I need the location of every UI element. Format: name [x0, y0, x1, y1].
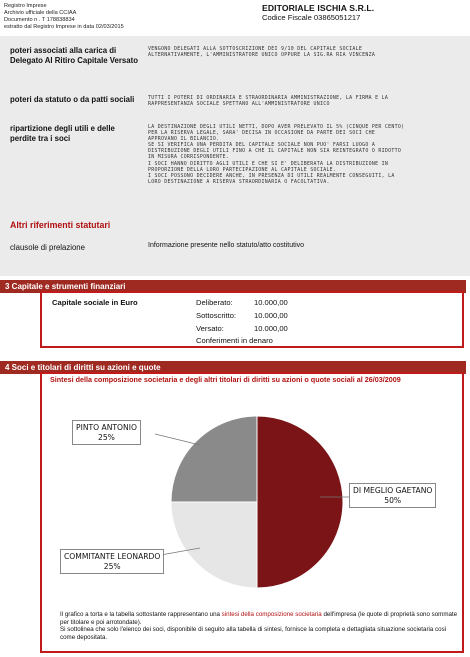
note-text: Il grafico a torta e la tabella sottostante rappresentano una — [60, 611, 222, 618]
sottoscritto-value: 10.000,00 — [254, 311, 288, 320]
value-line: I SOCI HANNO DIRITTO AGLI UTILI E CHE SI E' DELIBERATA LA DISTRIBUZIONE IN — [148, 160, 389, 167]
slice-name: PINTO ANTONIO — [76, 423, 137, 432]
section-3-header: 3 Capitale e strumenti finanziari — [0, 280, 466, 293]
registry-line: estratto dal Registro Imprese in data 02/03/2015 — [4, 24, 124, 30]
registry-line: Registro Imprese — [4, 3, 47, 9]
value-line: TUTTI I POTERI DI ORDINARIA E STRAORDINARIA AMMINISTRAZIONE, LA FIRMA E LA — [148, 95, 389, 101]
altri-riferimenti-title: Altri riferimenti statutari — [10, 220, 111, 230]
section-4-header: 4 Soci e titolari di diritti su azioni e quote — [0, 361, 466, 374]
chart-title: Sintesi della composizione societaria e degli altri titolari di diritti su azioni o quote sociali al 26/03/2009 — [50, 375, 401, 384]
slice-name: DI MEGLIO GAETANO — [353, 486, 433, 495]
slice-percent: 25% — [103, 561, 121, 571]
deliberato-value: 10.000,00 — [254, 298, 288, 307]
capital-label: Capitale sociale in Euro — [52, 298, 138, 307]
row-label: clausole di prelazione — [10, 243, 85, 252]
sottoscritto-label: Sottoscritto: — [196, 311, 237, 320]
slice-percent: 50% — [384, 495, 402, 505]
chart-note — [60, 611, 460, 641]
value-line: ALTERNATIVAMENTE, L'AMMINISTRATORE UNICO OPPURE LA SIG.RA RIA VINCENZA — [148, 52, 376, 59]
pie-slice-pinto — [171, 416, 257, 502]
registry-line: Archivio ufficiale della CCIAA — [4, 10, 77, 16]
pie-label-commitante — [60, 549, 164, 574]
value-line: APPROVANO IL BILANCIO. — [148, 136, 220, 143]
pie-label-pinto — [72, 420, 141, 445]
value-line: PER LA RISERVA LEGALE, SARA' DECISA IN OCCASIONE DA PARTE DEI SOCI CHE — [148, 130, 376, 137]
value-line: VENGONO DELEGATI ALLA SOTTOSCRIZIONE DEI 9/10 DEL CAPITALE SOCIALE — [148, 46, 363, 52]
value-line: I SOCI POSSONO DECIDERE ANCHE, IN PRESENZA DI UTILI REALMENTE CONSEGUITI, LA — [148, 172, 395, 179]
row-label: poteri associati alla carica di Delegato Al Ritiro Capitale Versato — [10, 46, 138, 65]
pie-slice-commitante — [171, 502, 257, 588]
value-line: LORO DESTINAZIONE A RISERVA STRAORDINARIA O FACOLTATIVA. — [148, 178, 330, 185]
row-label: ripartizione degli utili e delle perdite tra i soci — [10, 124, 115, 143]
value-line: DISTRIBUZIONE DEGLI UTILI FINO A CHE IL CAPITALE NON SIA REINTEGRATO O RIDOTTO — [148, 148, 402, 155]
value-line: RAPPRESENTANZA SOCIALE SPETTANO ALL'AMMINISTRATORE UNICO — [148, 101, 330, 108]
value-line: LA DESTINAZIONE DEGLI UTILI NETTI, DOPO AVER PRELEVATO IL 5% (CINQUE PER CENTO) — [148, 124, 405, 130]
conferimenti-note: Conferimenti in denaro — [196, 336, 273, 345]
note-highlight: sintesi della composizione societaria — [221, 611, 322, 618]
pie-slice-di-meglio — [257, 416, 343, 588]
versato-label: Versato: — [196, 324, 224, 333]
registry-line: Documento n . T 178838834 — [4, 17, 75, 23]
value-line: IN MISURA CORRISPONDENTE. — [148, 154, 230, 161]
note-text: dell'impresa (le quote di proprietà sono sommate per titolare e poi arrotondate). — [60, 611, 458, 626]
row-value: Informazione presente nello statuto/atto costitutivo — [148, 242, 305, 249]
leader-line-pinto — [155, 434, 200, 445]
slice-percent: 25% — [98, 432, 115, 442]
slice-name: COMMITANTE LEONARDO — [64, 552, 161, 561]
note-text: Si sottolinea che solo l'elenco dei soci, disponibile di seguito alla tabella di sintesi, fornisce la completa e dettagliata situazione societaria così come depositata. — [60, 626, 447, 641]
company-name: EDITORIALE ISCHIA S.R.L. — [262, 3, 375, 13]
versato-value: 10.000,00 — [254, 324, 288, 333]
pie-label-di-meglio — [349, 483, 436, 508]
deliberato-label: Deliberato: — [196, 298, 233, 307]
row-label: poteri da statuto o da patti sociali — [10, 95, 135, 104]
fiscal-code: Codice Fiscale 03865051217 — [262, 13, 361, 22]
value-line: PROPORZIONE DELLA LORO PARTECIPAZIONE AL CAPITALE SOCIALE. — [148, 166, 337, 173]
value-line: SE SI VERIFICA UNA PERDITA DEL CAPITALE SOCIALE NON PUO' FARSI LUOGO A — [148, 142, 376, 149]
